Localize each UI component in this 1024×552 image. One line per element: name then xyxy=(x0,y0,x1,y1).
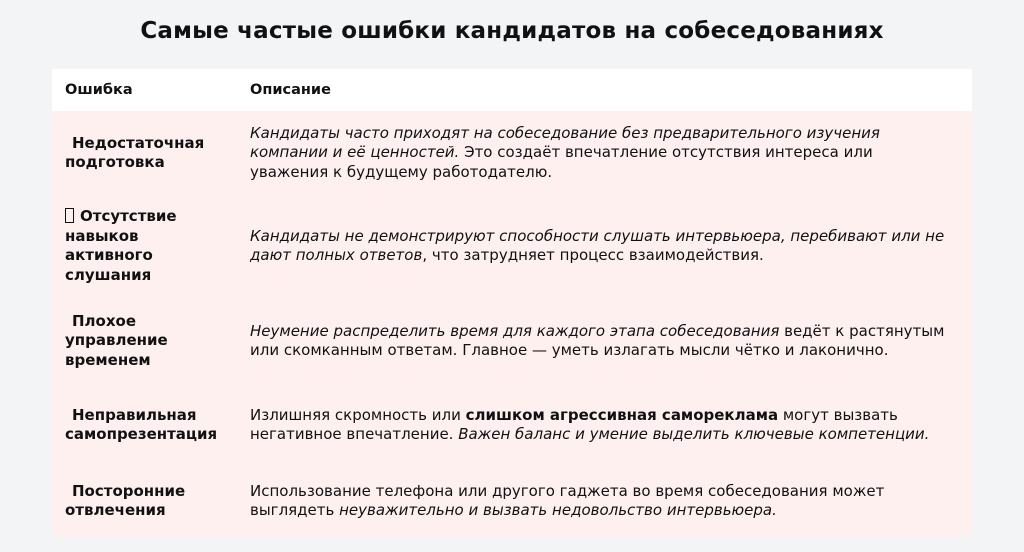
description-text: Использование телефона или другого гаджета во время собеседования может выглядеть xyxy=(250,481,885,519)
description-text: могут вызвать негативное впечатление. xyxy=(250,405,898,443)
description-text: Это создаёт впечатление отсутствия интереса или уважения к будущему работодателю. xyxy=(250,143,873,181)
error-title-line: подготовка xyxy=(65,153,165,171)
description-bold: слишком агрессивная самореклама xyxy=(465,405,779,424)
description-italic: Важен баланс и умение выделить ключевые компетенции. xyxy=(458,425,930,443)
error-title-line: отвлечения xyxy=(65,501,166,519)
error-title-line: слушания xyxy=(65,265,152,284)
description-italic: Неумение распределить время для каждого этапа собеседования xyxy=(250,321,780,340)
table-header xyxy=(52,69,972,111)
error-cell xyxy=(52,406,250,445)
column-header-error: Ошибка xyxy=(65,82,133,98)
error-title-line: Недостаточная xyxy=(72,133,205,152)
errors-table xyxy=(52,69,972,537)
error-title-line: Плохое xyxy=(72,311,136,330)
error-cell xyxy=(52,207,250,285)
description-text: ведёт к растянутым или скомканным ответам. Главное — уметь излагать мысли чётко и лаконично. xyxy=(250,321,945,359)
table-row xyxy=(52,297,972,385)
missing-glyph-icon xyxy=(65,208,74,223)
description-italic: Кандидаты часто приходят на собеседование без предварительного изучения компании и её ценностей. xyxy=(250,123,880,162)
error-cell xyxy=(52,312,250,371)
table-body xyxy=(52,111,972,537)
description-cell xyxy=(250,322,972,361)
description-italic: неуважительно и вызвать недовольство интервьюера. xyxy=(339,501,777,519)
error-cell xyxy=(52,134,250,173)
error-title-line: Отсутствие xyxy=(80,207,177,225)
description-text: , что затрудняет процесс взаимодействия. xyxy=(422,246,764,264)
description-italic: Кандидаты не демонстрируют способности слушать интервьюера, перебивают или не дают полных ответов xyxy=(250,226,945,264)
table-row xyxy=(52,465,972,537)
error-title-line: активного xyxy=(65,246,153,264)
page-title: Самые частые ошибки кандидатов на собеседованиях xyxy=(140,18,884,44)
table-row xyxy=(52,385,972,465)
description-cell xyxy=(250,227,972,266)
error-title-line: Неправильная xyxy=(72,405,197,424)
description-cell xyxy=(250,406,972,445)
column-header-description: Описание xyxy=(250,82,331,98)
description-text: Излишняя скромность или xyxy=(250,405,466,424)
description-cell xyxy=(250,482,972,521)
error-title-line: самопрезентация xyxy=(65,425,218,443)
error-title-line: временем xyxy=(65,350,151,369)
error-title-line: управление xyxy=(65,331,168,350)
error-title-line: навыков xyxy=(65,226,139,245)
table-row xyxy=(52,111,972,195)
error-title-line: Посторонние xyxy=(72,481,186,500)
table-row xyxy=(52,195,972,297)
description-cell xyxy=(250,124,972,183)
error-cell xyxy=(52,482,250,521)
